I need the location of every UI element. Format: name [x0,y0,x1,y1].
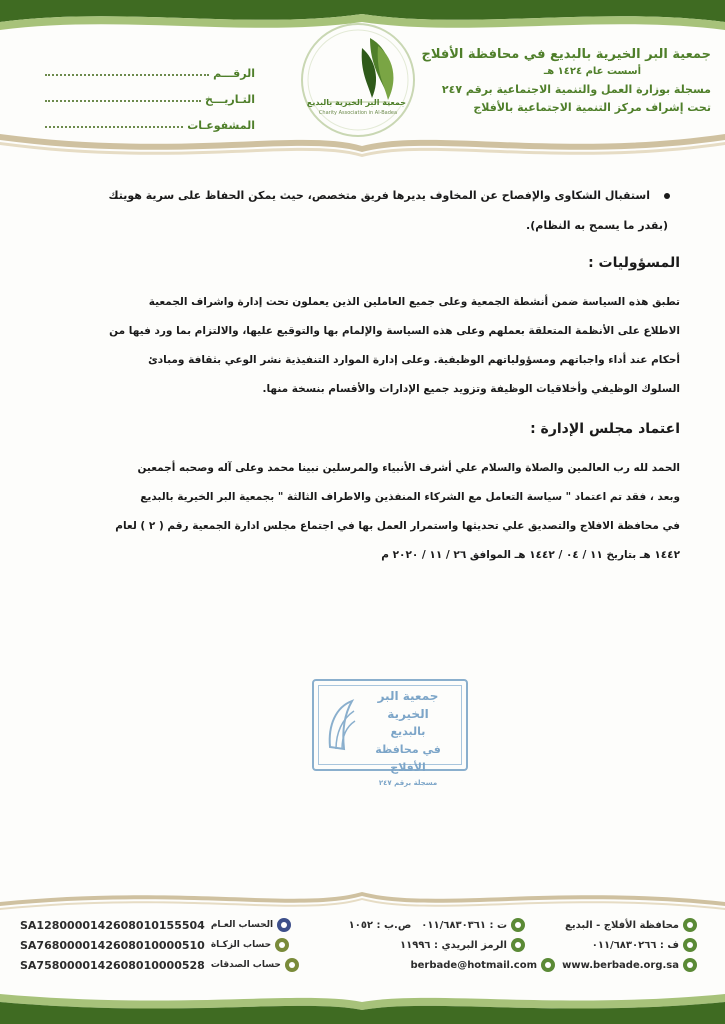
approval-paragraph [40,454,680,570]
number-label: الرقـــم [213,67,255,80]
fax-row [592,938,697,952]
responsibilities-line: الاطلاع على الأنظمة المتعلقة بعملهم وعلى هذه السياسة والإلمام بها والتوقيع عليها، والالتزام بما ورد فيها من [109,325,680,337]
fax-icon [683,938,697,952]
location-row [565,918,697,932]
postal-row [400,938,525,952]
approval-line: ١٤٤٢ هـ بتاريخ ١١ / ٠٤ / ١٤٤٢ هـ الموافق ٢٦ / ١١ / ٢٠٢٠ م [381,549,680,561]
document-body [40,180,680,570]
stamp-line-1: جمعية البر الخيرية [377,689,439,721]
date-label: التـاريـــخ [205,93,255,106]
bank-icon [275,938,289,952]
account-label: حساب الصدقات [210,960,281,970]
account-number: SA7680000142608010000510 [20,938,205,952]
logo-english-text: Charity Association in Al-Badea [318,110,398,116]
date-dotted-line [45,100,201,102]
number-dotted-line [45,74,209,76]
date-field [45,80,255,106]
bank-icon [277,918,291,932]
phone-icon [511,918,525,932]
responsibilities-line: أحكام عند أداء واجباتهم ومسؤولياتهم الوظيفية. وعلى إدارة الموارد التنفيذية نشر الوعي بثقافة ومبادئ [148,354,680,366]
bullet-dot [664,193,670,199]
footer-wave [0,880,725,916]
bullet-continuation: (بقدر ما يسمح به النظام). [526,219,668,232]
account-number: SA1280000142608010155504 [20,918,205,932]
header-wave [0,128,725,168]
organization-logo [298,18,418,140]
logo-arabic-text: جمعية البر الخيرية بالبديع [306,98,406,107]
footer-contact [0,912,725,982]
responsibilities-heading: المسؤوليات : [588,255,680,271]
account-label: حساب الزكـاة [210,940,272,950]
supervision-line: تحت إشراف مركز التنمية الاجتماعية بالأفلاج [473,101,711,114]
email-row [410,958,555,972]
registration-number: مسجلة بوزارة العمل والتنمية الاجتماعية برقم ٢٤٧ [441,83,711,96]
email-icon [541,958,555,972]
stamp-line-2: بالبديع [390,725,426,738]
pobox-text: ص.ب : ١٠٥٢ [348,919,412,931]
website-text: www.berbade.org.sa [562,959,679,971]
globe-icon [683,958,697,972]
mailbox-icon [511,938,525,952]
stamp-text [358,687,458,789]
stamp-logo-icon [322,695,358,755]
phone-text: ت : ٠١١/٦٨٣٠٣٦١ [421,919,507,931]
postal-text: الرمز البريدي : ١١٩٩٦ [400,939,507,951]
account-row-zakat [20,938,289,952]
location-pin-icon [683,918,697,932]
approval-line: الحمد لله رب العالمين والصلاة والسلام علي أشرف الأنبياء والمرسلين نبينا محمد وعلى آله وصحبه أجمعين [137,462,680,474]
stamp-line-3: في محافظة الأفلاج [375,743,441,774]
account-row-sadaqat [20,958,299,972]
reference-fields [45,54,255,132]
organization-name: جمعية البر الخيرية بالبديع في محافظة الأفلاج [421,47,711,62]
website-row [562,958,697,972]
footer-decoration [0,988,725,1024]
complaints-bullet [40,180,680,212]
account-number: SA7580000142608010000528 [20,958,205,972]
approval-line: في محافظة الافلاج والتصديق علي تحديثها واستمرار العمل بها في اجتماع مجلس ادارة الجمعية رقم ( ٢ ) لعام [115,520,680,532]
founded-year: أسست عام ١٤٢٤ هـ [543,66,641,77]
bank-icon [285,958,299,972]
location-text: محافظة الأفلاج - البديع [565,919,679,931]
responsibilities-paragraph [40,288,680,404]
account-row-general [20,918,291,932]
responsibilities-line: تطبق هذه السياسة ضمن أنشطة الجمعية وعلى جميع العاملين الذين يعملون تحت إدارة واشراف الجمعية [148,296,680,308]
stamp-line-4: مسجلة برقم ٢٤٧ [378,779,438,787]
organization-info [421,46,711,117]
approval-line: وبعد ، فقد تم اعتماد " سياسة التعامل مع الشركاء المنفذين والاطراف الثالثة " بجمعية البر الخيرية بالبديع [140,491,680,503]
approval-heading: اعتماد مجلس الإدارة : [530,421,680,437]
number-field [45,54,255,80]
responsibilities-line: السلوك الوظيفي وأخلاقيات الوظيفة وتزويد جميع الإدارات والأقسام بنسخة منها. [262,383,680,395]
phone-row [349,918,525,932]
bullet-text: استقبال الشكاوى والإفصاح عن المخاوف يديرها فريق متخصص، حيث يمكن الحفاظ على سرية هويتك [108,189,650,202]
account-label: الحساب العـام [210,920,274,930]
fax-text: ف : ٠١١/٦٨٣٠٢٦٦ [591,939,679,951]
email-text: berbade@hotmail.com [410,959,537,971]
attachments-label: المشفوعـات [187,119,255,132]
official-stamp [312,679,468,787]
